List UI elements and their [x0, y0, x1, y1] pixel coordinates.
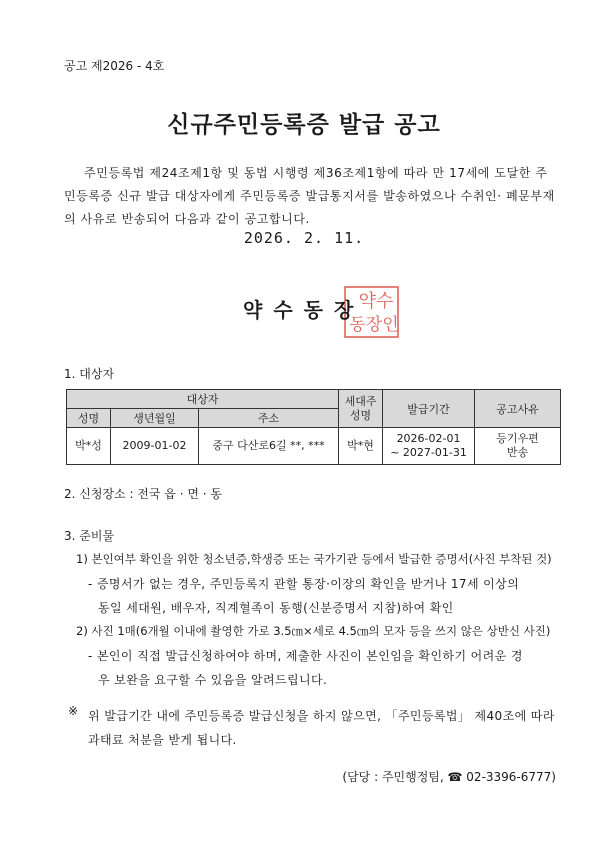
note-mark: ※ — [68, 704, 79, 718]
section-3-heading: 3. 준비물 — [64, 529, 115, 543]
intro-paragraph — [64, 162, 558, 231]
requirement-item-2: 2) 사진 1매(6개월 이내에 촬영한 가로 3.5㎝×세로 4.5㎝의 모자 등을 쓰지 않은 상반신 사진) — [76, 624, 551, 638]
cell-name: 박*성 — [67, 428, 111, 465]
seal-text-line1: 약수 — [358, 291, 394, 312]
header-period: 발급기간 — [383, 390, 475, 428]
target-table — [66, 389, 561, 465]
period-start: 2026-02-01 — [396, 432, 461, 445]
requirement-item-2-sub-1: - 본인이 직접 발급신청하여야 하며, 제출한 사진이 본인임을 확인하기 어려운 경 — [88, 649, 523, 663]
table-row — [67, 428, 561, 465]
penalty-note: 위 발급기간 내에 주민등록증 발급신청을 하지 않으면, 「주민등록법」 제40조에 따라 과태료 처분을 받게 됩니다. — [88, 709, 555, 747]
header-birth: 생년월일 — [111, 409, 199, 428]
header-address: 주소 — [199, 409, 339, 428]
intro-text: 주민등록법 제24조제1항 및 동법 시행령 제36조제1항에 따라 만 17세에 도달한 주민등록증 신규 발급 대상자에게 주민등록증 발급통지서를 발송하였으나 수취인· 폐문부재의 사유로 반송되어 다음과 같이 공고합니다. — [64, 166, 555, 226]
notice-number: 공고 제2026 - 4호 — [64, 59, 165, 73]
signer-name: 약수동장 — [243, 298, 365, 322]
contact-info: (담당 : 주민행정팀, ☎ 02-3396-6777) — [342, 770, 556, 784]
reason-line1: 등기우편 — [496, 432, 539, 445]
cell-birth: 2009-01-02 — [111, 428, 199, 465]
cell-householder: 박*현 — [339, 428, 383, 465]
page-title: 신규주민등록증 발급 공고 — [167, 112, 441, 138]
period-end: ~ 2027-01-31 — [390, 446, 467, 459]
header-reason: 공고사유 — [475, 390, 561, 428]
section-1-heading: 1. 대상자 — [64, 367, 115, 381]
requirement-item-2-sub-2: 우 보완을 요구할 수 있음을 알려드립니다. — [98, 673, 328, 687]
reason-line2: 반송 — [506, 446, 529, 459]
seal-text-line2: 동장인 — [349, 315, 399, 335]
cell-reason — [475, 428, 561, 465]
requirement-item-1-sub-1: - 증명서가 없는 경우, 주민등록지 관할 통장·이장의 확인을 받거나 17세 이상의 — [88, 577, 520, 591]
requirement-item-1: 1) 본인여부 확인을 위한 청소년증,학생증 또는 국가기관 등에서 발급한 증명서(사진 부착된 것) — [76, 552, 552, 566]
cell-address: 중구 다산로6길 **, *** — [199, 428, 339, 465]
header-householder: 세대주 성명 — [339, 390, 383, 428]
section-2-heading: 2. 신청장소 : 전국 읍 · 면 · 동 — [64, 487, 222, 501]
header-name: 성명 — [67, 409, 111, 428]
notice-date: 2026. 2. 11. — [243, 229, 365, 247]
header-target-group: 대상자 — [67, 390, 339, 409]
requirement-item-1-sub-2: 동일 세대원, 배우자, 직계혈족이 동행(신분증명서 지참)하여 확인 — [98, 601, 454, 615]
cell-period — [383, 428, 475, 465]
